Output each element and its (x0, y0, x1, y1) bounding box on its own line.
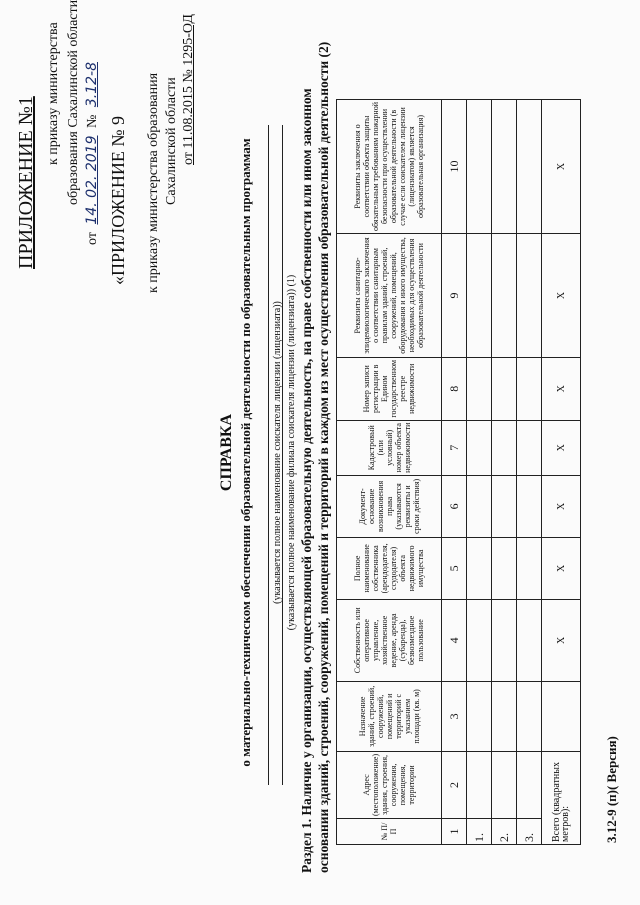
col-number: 1 (442, 819, 467, 845)
table-row (517, 99, 542, 844)
col-header: Адрес (местоположение) здания, строения, сооружения, помещения, территории (337, 751, 442, 818)
col-number: 3 (442, 681, 467, 751)
row-index: 3. (517, 819, 542, 845)
form-version-footer: 3.12-9 (п)( Версия) (604, 736, 619, 843)
col-number: 5 (442, 537, 467, 599)
date-prefix: от (85, 232, 100, 245)
col-header: Полное наименование собственника (арендодателя, ссудодателя) объекта недвижимого имущества (337, 537, 442, 599)
col-number: 2 (442, 751, 467, 818)
appendix-9-title: «ПРИЛОЖЕНИЕ № 9 (108, 115, 128, 285)
col-header: № П/П (337, 819, 442, 845)
fill-line-1 (268, 125, 269, 785)
total-row (542, 99, 581, 844)
appendix-9-line-1: к приказу министерства образования (146, 72, 161, 293)
x-mark: X (542, 537, 581, 599)
x-mark: X (542, 420, 581, 475)
caption-branch: (указывается полное наименование филиала соискателя лицензии (лицензиата)) (1) (286, 274, 297, 631)
row-index: 2. (492, 819, 517, 845)
col-header: Номер записи регистрации в Едином государственном реестре недвижимости (337, 357, 442, 420)
caption-organization: (указывается полное наименование соискателя лицензии (лицензиата)) (272, 301, 283, 604)
order-line-2: образования Сахалинской области (66, 0, 81, 205)
col-number: 9 (442, 233, 467, 357)
document-title: СПРАВКА (218, 413, 235, 492)
col-number: 10 (442, 99, 467, 233)
x-mark: X (542, 599, 581, 681)
col-number: 7 (442, 420, 467, 475)
total-label: Всего (квадратных метров): (542, 751, 581, 844)
appendix-9-date: от 11.08.2015 № 1295-ОД (181, 14, 196, 165)
col-header: Назначение зданий, строений, сооружений, помещений и территорий с указанием площади (кв. м) (337, 681, 442, 751)
x-mark: X (542, 357, 581, 420)
x-mark: X (542, 233, 581, 357)
section-1-heading: Раздел 1. Наличие у организации, осуществляющей образовательную деятельность, на праве собственности или ином законном основании зданий, строений, сооружений, помещений и территорий в каждом из мест осуществления образовательной деятельности (2) (299, 41, 331, 873)
order-line-1: к приказу министерства (46, 22, 61, 165)
handwritten-number: 3.12-8 (84, 62, 100, 108)
col-header: Реквизиты заключения о соответствии объекта защиты обязательным требованиям пожарной безопасности при осуществлении образовательной деятельности (в случае если соискателем лицензии (лицензиатом) является образовательная организация) (337, 99, 442, 233)
table-header-row (337, 99, 442, 844)
x-mark: X (542, 475, 581, 537)
col-header: Документ-основание возникновения права (указываются реквизиты и сроки действия) (337, 475, 442, 537)
table-row (492, 99, 517, 844)
fill-line-2 (282, 125, 283, 785)
appendix-1-title: ПРИЛОЖЕНИЕ №1 (15, 96, 37, 269)
table-row (467, 99, 492, 844)
order-date-line (84, 58, 101, 245)
appendix-9-line-2: Сахалинской области (164, 77, 179, 205)
handwritten-date: 14. 02. 2019 (84, 135, 100, 225)
column-number-row (442, 99, 467, 844)
row-index: 1. (467, 819, 492, 845)
col-number: 4 (442, 599, 467, 681)
document-subtitle: о материально-техническом обеспечении образовательной деятельности по образовательным программам (238, 138, 253, 767)
col-header: Реквизиты санитарно-эпидемиологического заключения о соответствии санитарным правилам зданий, строений, сооружений, помещений, оборудования и иного имущества, необходимых для осуществления образовательной деятельности (337, 233, 442, 357)
x-mark: X (542, 99, 581, 233)
col-number: 8 (442, 357, 467, 420)
col-number: 6 (442, 475, 467, 537)
col-header: Собственность или оперативное управление, хозяйственное ведение, аренда (субаренда), безвозмездное пользование (337, 599, 442, 681)
number-prefix: № (85, 114, 100, 128)
property-table (336, 99, 581, 845)
col-header: Кадастровый (или условный) номер объекта недвижимости (337, 420, 442, 475)
